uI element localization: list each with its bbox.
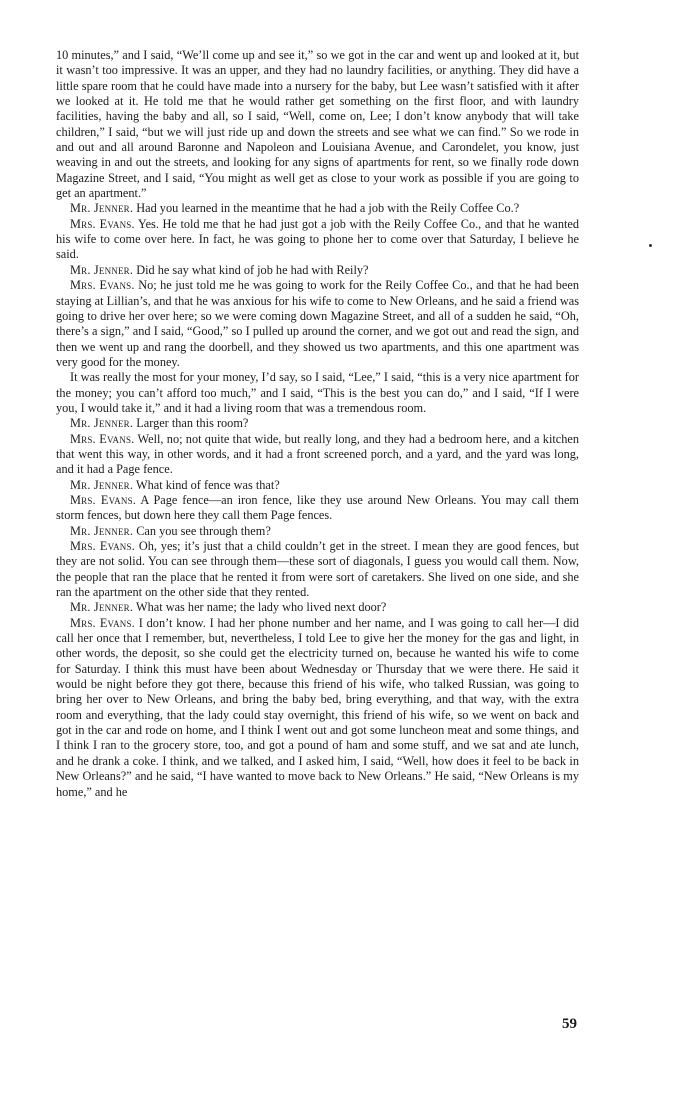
speaker-label: Mrs. Evans. <box>70 615 135 630</box>
paragraph-2 <box>56 201 579 216</box>
paragraph-1 <box>56 48 579 201</box>
page-number: 59 <box>562 1016 577 1032</box>
paragraph-12 <box>56 539 579 600</box>
paragraph-text: Larger than this room? <box>136 416 249 431</box>
paragraph-8 <box>56 432 579 478</box>
speaker-label: Mr. Jenner. <box>70 201 134 216</box>
speaker-label: Mr. Jenner. <box>70 523 134 538</box>
paragraph-text: No; he just told me he was going to work for the Reily Coffee Co., and that he had been staying at Lillian’s, and that he was anxious for his wife to come to New Orleans, and he said a friend was going to drive her over here; so we were coming down Magazine Street, and all of a sudden he said, “Oh, there’s a sign,” and I said, “Good,” so I pulled up around the corner, and we got out and read the sign, and then we went up and rang the doorbell, and they showed us two apartments, and this one apartment was very good for the money. <box>56 278 579 369</box>
paragraph-13 <box>56 600 579 615</box>
paragraph-text: Oh, yes; it’s just that a child couldn’t get in the street. I mean they are good fences, but they are not solid. You can see through them—these sort of diagonals, I guess you would call them. Now, the people that ran the place that he rented it from were sort of caretakers. She lived on one side, and she ran the apartment on the other side that they rented. <box>56 539 579 600</box>
speaker-label: Mr. Jenner. <box>70 416 134 431</box>
transcript-page <box>56 48 579 800</box>
paragraph-6 <box>56 370 579 416</box>
paragraph-14 <box>56 616 579 800</box>
paragraph-text: Yes. He told me that he had just got a job with the Reily Coffee Co., and that he wanted his wife to come over here. In fact, he was going to phone her to come over that Saturday, I believe he said. <box>56 216 579 262</box>
speaker-label: Mrs. Evans. <box>70 492 137 507</box>
paragraph-text: Had you learned in the meantime that he had a job with the Reily Coffee Co.? <box>136 201 520 216</box>
paragraph-11 <box>56 524 579 539</box>
paragraph-text: A Page fence—an iron fence, like they use around New Orleans. You may call them storm fences, but down here they call them Page fences. <box>56 492 579 523</box>
paragraph-5 <box>56 278 579 370</box>
paragraph-text: What was her name; the lady who lived next door? <box>136 600 387 615</box>
paragraph-3 <box>56 217 579 263</box>
speaker-label: Mr. Jenner. <box>70 262 134 277</box>
paragraph-4 <box>56 263 579 278</box>
paragraph-text: I don’t know. I had her phone number and her name, and I was going to call her—I did call her once that I remember, but, nevertheless, I told Lee to give her the money for the gas and light, in other words, the deposit, so she could get the electricity turned on, because he wanted his wife to come for Saturday. I think this must have been about Wednesday or Thursday that we were there. He said it would be night before they got there, because this friend of his wife, who talked Russian, was going to bring her over to New Orleans, and bring the baby bed, bring everything, and that way, with the extra room and everything, that the lady could stay overnight, this friend of his wife, so we went on back and got in the car and rode on home, and I think I went out and got some luncheon meat and some things, and I think I ran to the grocery store, too, and got a pound of ham and some stuff, and we sat and ate lunch, and he drank a coke. I think, and we talked, and I asked him, I said, “Well, how does it feel to be back in New Orleans?” and he said, “I have wanted to move back to New Orleans.” He said, “New Orleans is my home,” and he <box>56 615 579 799</box>
paragraph-text: Did he say what kind of job he had with Reily? <box>136 262 369 277</box>
paragraph-text: Can you see through them? <box>136 523 271 538</box>
paragraph-text: What kind of fence was that? <box>136 477 280 492</box>
paragraph-10 <box>56 493 579 524</box>
paragraph-7 <box>56 416 579 431</box>
paragraph-text: It was really the most for your money, I’d say, so I said, “Lee,” I said, “this is a very nice apartment for the money; you can’t afford too much,” and I said, “This is the best you can do,” and I said, “If I were you, I would take it,” and it had a living room that was a tremendous room. <box>56 370 579 415</box>
scan-speck <box>649 244 652 247</box>
speaker-label: Mr. Jenner. <box>70 600 134 615</box>
speaker-label: Mrs. Evans. <box>70 431 135 446</box>
speaker-label: Mrs. Evans. <box>70 216 135 231</box>
paragraph-text: Well, no; not quite that wide, but really long, and they had a bedroom here, and a kitchen that went this way, in other words, and it had a front screened porch, and a yard, and the yard was long, and it had a Page fence. <box>56 431 579 477</box>
paragraph-text: 10 minutes,” and I said, “We’ll come up and see it,” so we got in the car and went up and looked at it, but it wasn’t too impressive. It was an upper, and they had no laundry facilities, or anything. They did have a little spare room that he could have made into a nursery for the baby, but Lee wasn’t satisfied with it after we looked at it. He told me that he would rather get something on the first floor, and with laundry facilities, having the baby and all, so I said, “Well, come on, Lee; I don’t know anybody that will take children,” I said, “but we will just ride up and down the streets and see what we can find.” So we rode in and out and all around Baronne and Napoleon and Louisiana Avenue, and Carondelet, you know, just weaving in and out the streets, and looking for any signs of apartments for rent, so we finally rode down Magazine Street, and I said, “You might as well get as close to your work as possible if you are going to get an apartment.” <box>56 48 579 201</box>
speaker-label: Mrs. Evans. <box>70 278 135 293</box>
speaker-label: Mrs. Evans. <box>70 539 135 553</box>
paragraph-9 <box>56 478 579 493</box>
speaker-label: Mr. Jenner. <box>70 477 134 492</box>
